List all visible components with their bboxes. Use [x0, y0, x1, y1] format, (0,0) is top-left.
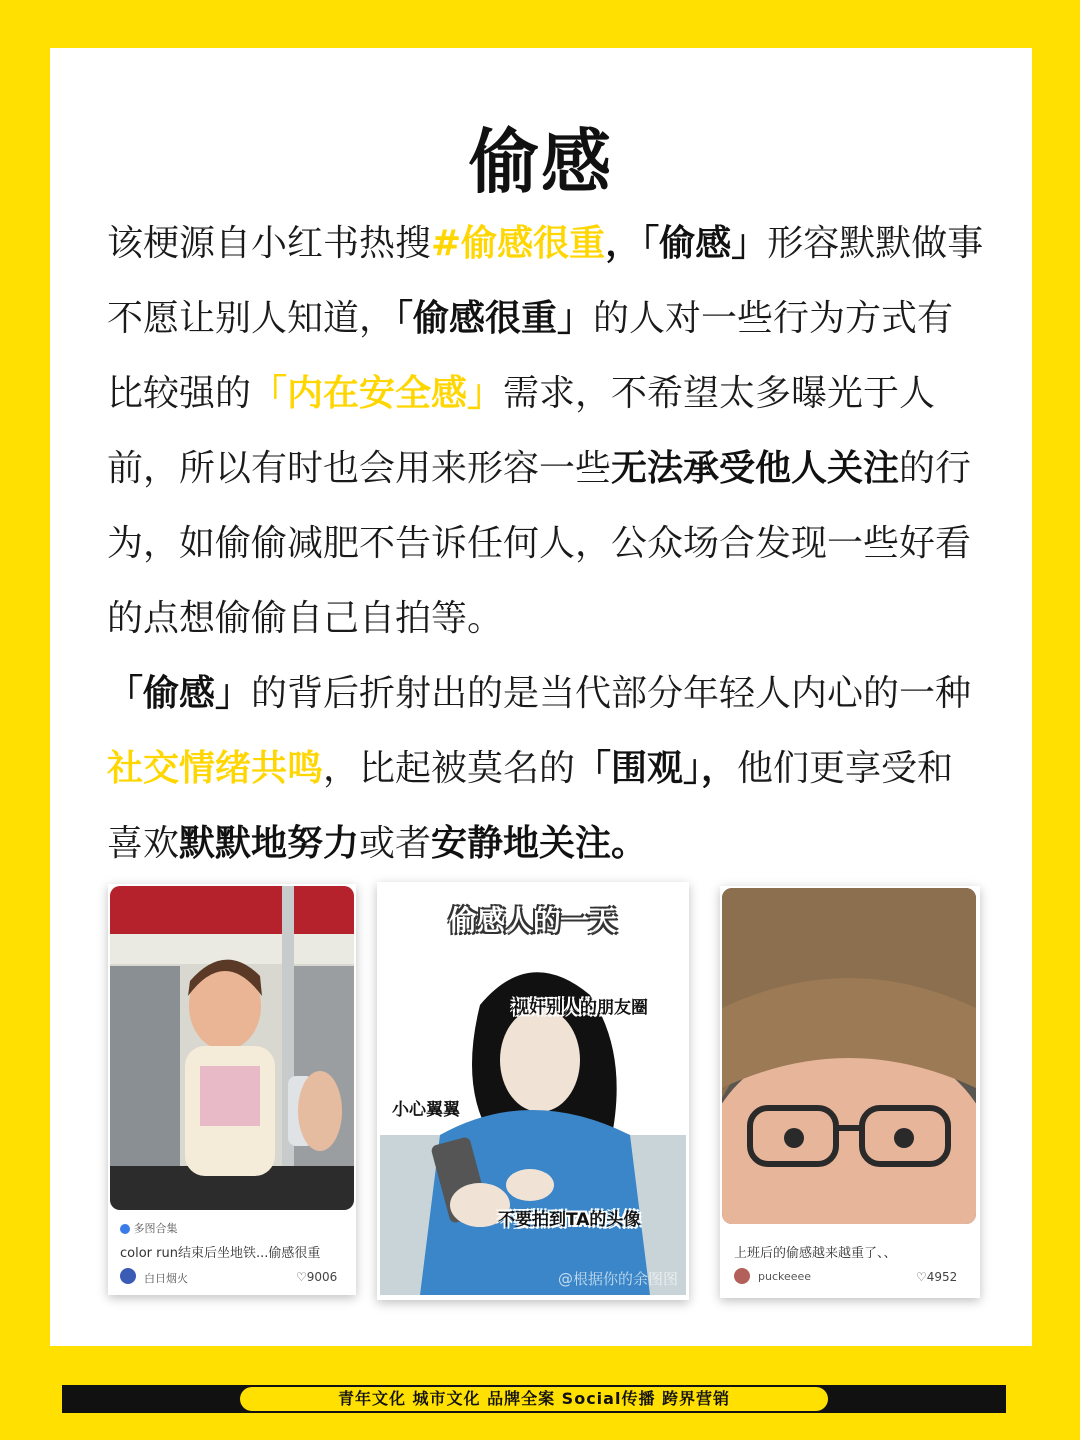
paragraph2-run: 「偷感」 [107, 673, 252, 714]
comic-title: 偷感人的一天 [448, 904, 617, 937]
page-title: 偷感 [469, 121, 613, 203]
paragraph2-run: 「围观」， [575, 748, 738, 789]
paragraph1-run: ， [605, 223, 642, 264]
gallery-icon [120, 1224, 130, 1234]
paragraph2-run: 安静地关注。 [431, 823, 648, 864]
post-likes[interactable]: ♡4952 [916, 1270, 958, 1284]
post-photo-selfie [722, 888, 976, 1224]
paragraph2-run: 的背后折射出的是当代部分年轻人内心的一种 [251, 673, 972, 714]
post-card-1[interactable] [108, 884, 356, 1295]
paragraph1-run: 的人对一些行为方式有比较强的 [107, 298, 954, 414]
paragraph1-run: 该梗源自小红书热搜 [107, 223, 432, 264]
paragraph1-run: 「偷感」 [641, 223, 768, 264]
watermark: @根据你的余图图 [557, 1270, 678, 1288]
paragraph2-run: 或者 [359, 823, 432, 864]
footer-tags: 青年文化 城市文化 品牌全案 Social传播 跨界营销 [240, 1387, 828, 1411]
post-caption: color run结束后坐地铁...偷感很重 [120, 1246, 321, 1261]
post-likes[interactable]: ♡9006 [296, 1270, 338, 1284]
paragraph1-run: #偷感很重 [431, 223, 606, 264]
paragraph2-run: 他们更享受和喜欢 [107, 748, 954, 864]
post-photo-subway [110, 886, 354, 1210]
heart-icon: ♡ [916, 1270, 927, 1284]
post-photo-comic [380, 885, 686, 1295]
paragraph2-run: 默默地努力 [179, 823, 360, 864]
post-card-3[interactable] [720, 886, 980, 1298]
paragraph-2 [107, 656, 987, 881]
post-caption: 上班后的偷感越来越重了、、 [734, 1246, 897, 1261]
paragraph1-run: 「偷感很重」 [395, 298, 594, 339]
paragraph1-run: 的行为，如偷偷减肥不告诉任何人，公众场合发现一些好看的点想偷偷自己自拍等。 [107, 448, 972, 639]
avatar[interactable] [120, 1268, 136, 1284]
paragraph1-run: 无法承受他人关注 [611, 448, 900, 489]
content-card [50, 48, 1032, 1346]
paragraph1-run: 形容默默做事不愿让别人知道， [107, 223, 984, 339]
paragraph-1 [107, 206, 987, 656]
comic-caption-bottom: 不要拍到TA的头像 [498, 1210, 641, 1230]
post-author[interactable]: 白日烟火 [144, 1272, 188, 1285]
post-card-2[interactable] [377, 882, 689, 1300]
heart-icon: ♡ [296, 1270, 307, 1284]
body-text [107, 206, 987, 881]
post-author[interactable]: puckeeee [758, 1270, 812, 1283]
post-tag: 多图合集 [120, 1220, 178, 1236]
paragraph2-run: 社交情绪共鸣 [107, 748, 324, 789]
paragraph1-run: 「内在安全感」 [251, 373, 504, 414]
avatar[interactable] [734, 1268, 750, 1284]
paragraph2-run: ，比起被莫名的 [323, 748, 576, 789]
paragraph1-run: 需求，不希望太多曝光于人前，所以有时也会用来形容一些 [107, 373, 936, 489]
comic-caption-left: 小心翼翼 [392, 1100, 460, 1120]
comic-caption-top: 视奸别人的朋友圈 [512, 998, 648, 1018]
